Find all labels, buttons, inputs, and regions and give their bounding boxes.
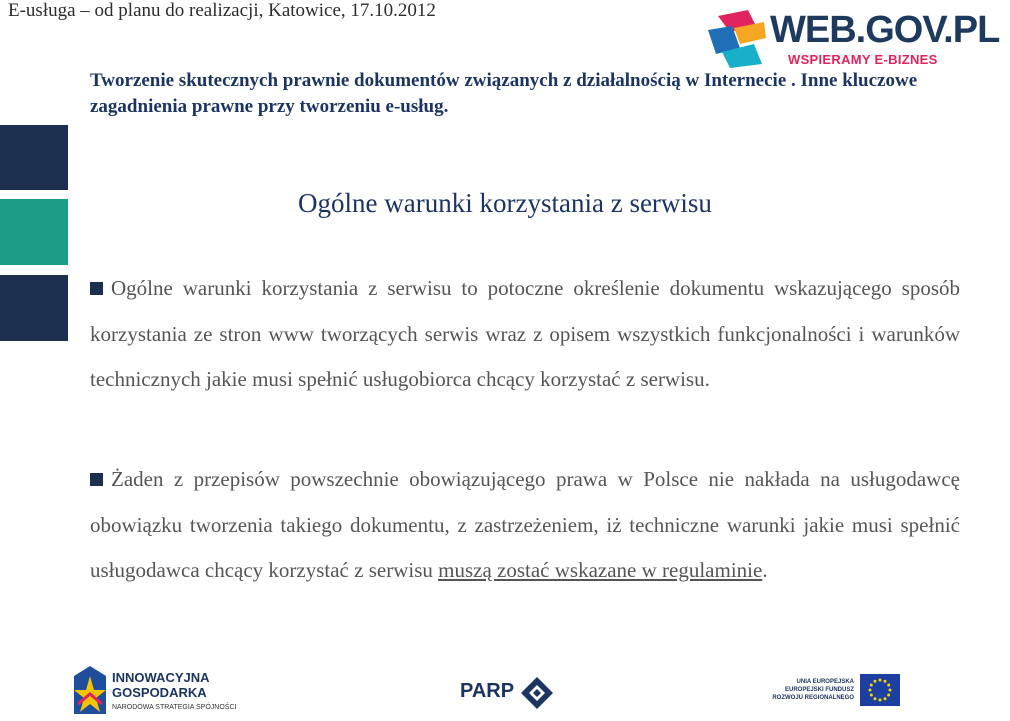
web-gov-logo (704, 8, 1000, 70)
paragraph-2-underlined: muszą zostać wskazane w regulaminie (438, 558, 763, 582)
innovation-subtitle: NARODOWA STRATEGIA SPÓJNOŚCI (112, 704, 237, 711)
decor-bar-bottom (0, 275, 68, 341)
paragraph-2-end: . (762, 558, 768, 582)
eu-line-1: UNIA EUROPEJSKA (796, 679, 854, 685)
web-gov-emblem-icon (704, 8, 770, 70)
event-title: E-usługa – od planu do realizacji, Katowice, 17.10.2012 (8, 0, 436, 21)
innovation-line-2: GOSPODARKA (112, 685, 207, 700)
parp-emblem-icon (520, 676, 554, 710)
parp-logo (460, 676, 560, 712)
logo-tagline: WSPIERAMY E-BIZNES (788, 52, 938, 67)
paragraph-2-text: Żaden z przepisów powszechnie obowiązującego prawa w Polsce nie nakłada na usługodawcę obowiązku tworzenia takiego dokumentu, z zastrzeżeniem, iż techniczne warunki jakie musi spełnić usługodawca chcący korzystać z serwisu (90, 467, 960, 582)
bullet-paragraph-2 (90, 457, 960, 594)
innovation-star-icon (70, 664, 110, 716)
innovative-economy-logo (70, 664, 240, 719)
square-bullet-icon (90, 473, 103, 486)
eu-flag-icon (860, 674, 900, 706)
slide-heading: Ogólne warunki korzystania z serwisu (298, 188, 712, 218)
bullet-paragraph-1 (90, 266, 960, 403)
logo-text: WEB.GOV.PL (770, 9, 1000, 51)
presentation-subtitle: Tworzenie skutecznych prawnie dokumentów związanych z działalnością w Internecie . Inne kluczowe zagadnienia prawne przy tworzeniu e-usług. (90, 70, 918, 117)
eu-line-2: EUROPEJSKI FUNDUSZ (784, 687, 854, 693)
eu-fund-logo (762, 670, 902, 712)
eu-line-3: ROZWOJU REGIONALNEGO (772, 695, 854, 701)
innovation-line-1: INNOWACYJNA (112, 670, 210, 685)
square-bullet-icon (90, 282, 103, 295)
parp-text: PARP (460, 680, 515, 702)
paragraph-1-text: Ogólne warunki korzystania z serwisu to potoczne określenie dokumentu wskazującego sposób korzystania ze stron www tworzących serwis wraz z opisem wszystkich funkcjonalności i warunków technicznych jakie musi spełnić usługobiorca chcący korzystać z serwisu. (90, 276, 960, 391)
decor-bar-top (0, 125, 68, 190)
